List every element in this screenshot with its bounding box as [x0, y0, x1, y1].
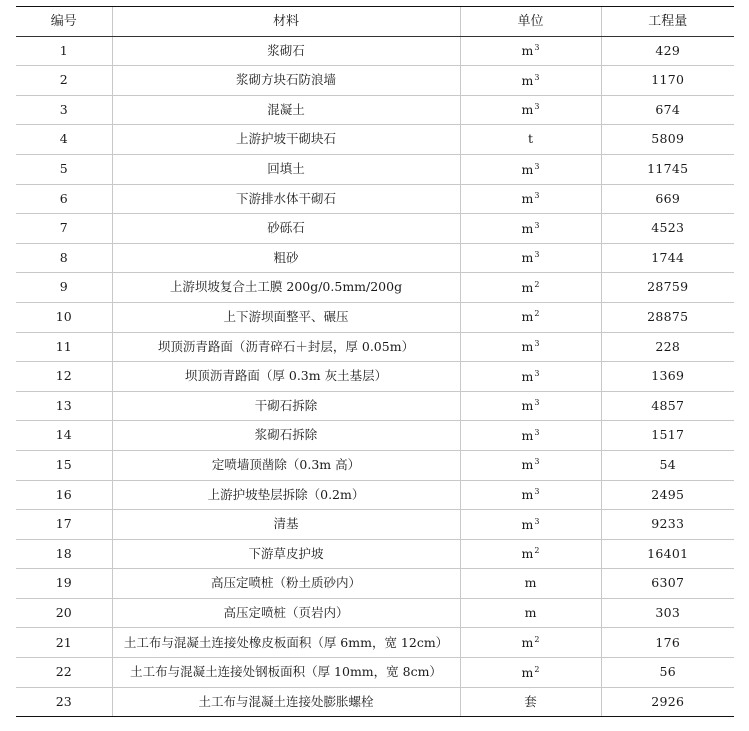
- unit-base: m: [521, 546, 534, 562]
- unit-exponent: 3: [534, 457, 540, 467]
- cell-unit: [460, 569, 601, 599]
- unit-base: m: [521, 664, 534, 680]
- cell-material: 下游排水体干砌石: [112, 184, 460, 214]
- unit-base: m: [521, 191, 534, 207]
- cell-quantity: 28759: [601, 273, 734, 303]
- cell-unit: [460, 95, 601, 125]
- cell-material: 混凝土: [112, 95, 460, 125]
- table-row: [16, 125, 734, 155]
- cell-no: 6: [16, 184, 112, 214]
- cell-unit: [460, 66, 601, 96]
- table-row: [16, 480, 734, 510]
- table-row: [16, 362, 734, 392]
- header-material: 材料: [112, 7, 460, 37]
- cell-quantity: 1517: [601, 421, 734, 451]
- cell-quantity: 4523: [601, 214, 734, 244]
- cell-material: 上游坝坡复合土工膜 200g/0.5mm/200g: [112, 273, 460, 303]
- cell-quantity: 4857: [601, 391, 734, 421]
- table-row: [16, 66, 734, 96]
- table-row: [16, 450, 734, 480]
- cell-no: 14: [16, 421, 112, 451]
- cell-no: 3: [16, 95, 112, 125]
- unit-exponent: 3: [534, 102, 540, 112]
- table-row: [16, 302, 734, 332]
- unit-base: m: [521, 279, 534, 295]
- cell-quantity: 303: [601, 598, 734, 628]
- unit-base: m: [521, 309, 534, 325]
- cell-no: 2: [16, 66, 112, 96]
- cell-unit: [460, 539, 601, 569]
- unit-exponent: 3: [534, 220, 540, 230]
- cell-quantity: 11745: [601, 154, 734, 184]
- unit-exponent: 3: [534, 427, 540, 437]
- cell-unit: [460, 332, 601, 362]
- table-row: [16, 36, 734, 66]
- cell-unit: [460, 510, 601, 540]
- cell-no: 20: [16, 598, 112, 628]
- cell-no: 17: [16, 510, 112, 540]
- header-unit: 单位: [460, 7, 601, 37]
- cell-unit: [460, 598, 601, 628]
- cell-quantity: 2495: [601, 480, 734, 510]
- cell-material: 砂砾石: [112, 214, 460, 244]
- unit-base: 套: [524, 693, 537, 709]
- cell-material: 浆砌石: [112, 36, 460, 66]
- cell-unit: [460, 302, 601, 332]
- cell-no: 4: [16, 125, 112, 155]
- cell-quantity: 16401: [601, 539, 734, 569]
- table-header: [16, 7, 734, 37]
- cell-no: 13: [16, 391, 112, 421]
- cell-material: 浆砌方块石防浪墙: [112, 66, 460, 96]
- table-row: [16, 658, 734, 688]
- cell-material: 清基: [112, 510, 460, 540]
- cell-unit: [460, 391, 601, 421]
- unit-base: m: [521, 43, 534, 59]
- cell-unit: [460, 450, 601, 480]
- table-row: [16, 273, 734, 303]
- cell-no: 19: [16, 569, 112, 599]
- unit-exponent: 2: [534, 546, 540, 556]
- cell-unit: [460, 628, 601, 658]
- cell-no: 21: [16, 628, 112, 658]
- table-row: [16, 214, 734, 244]
- header-row: [16, 7, 734, 37]
- header-no: 编号: [16, 7, 112, 37]
- cell-no: 9: [16, 273, 112, 303]
- table-row: [16, 421, 734, 451]
- table-row: [16, 154, 734, 184]
- cell-no: 7: [16, 214, 112, 244]
- unit-exponent: 3: [534, 368, 540, 378]
- cell-material: 定喷墙顶凿除（0.3m 高）: [112, 450, 460, 480]
- cell-quantity: 9233: [601, 510, 734, 540]
- cell-material: 高压定喷桩（页岩内）: [112, 598, 460, 628]
- cell-no: 23: [16, 687, 112, 717]
- unit-exponent: 3: [534, 487, 540, 497]
- cell-material: 干砌石拆除: [112, 391, 460, 421]
- cell-unit: [460, 36, 601, 66]
- cell-unit: [460, 243, 601, 273]
- cell-material: 粗砂: [112, 243, 460, 273]
- unit-exponent: 3: [534, 339, 540, 349]
- cell-quantity: 674: [601, 95, 734, 125]
- cell-quantity: 5809: [601, 125, 734, 155]
- cell-quantity: 669: [601, 184, 734, 214]
- cell-quantity: 429: [601, 36, 734, 66]
- unit-base: m: [521, 250, 534, 266]
- cell-no: 12: [16, 362, 112, 392]
- table-row: [16, 510, 734, 540]
- unit-base: m: [521, 427, 534, 443]
- cell-quantity: 6307: [601, 569, 734, 599]
- unit-base: m: [521, 635, 534, 651]
- table-row: [16, 598, 734, 628]
- table-row: [16, 539, 734, 569]
- cell-unit: [460, 658, 601, 688]
- header-quantity: 工程量: [601, 7, 734, 37]
- cell-no: 18: [16, 539, 112, 569]
- table-row: [16, 95, 734, 125]
- unit-base: m: [521, 516, 534, 532]
- cell-quantity: 54: [601, 450, 734, 480]
- unit-base: m: [521, 220, 534, 236]
- cell-quantity: 176: [601, 628, 734, 658]
- cell-no: 10: [16, 302, 112, 332]
- table-row: [16, 332, 734, 362]
- unit-exponent: 2: [534, 635, 540, 645]
- unit-base: m: [521, 102, 534, 118]
- table-body: [16, 36, 734, 717]
- cell-material: 土工布与混凝土连接处钢板面积（厚 10mm，宽 8cm）: [112, 658, 460, 688]
- cell-material: 上下游坝面整平、碾压: [112, 302, 460, 332]
- cell-unit: [460, 480, 601, 510]
- table-row: [16, 569, 734, 599]
- cell-quantity: 56: [601, 658, 734, 688]
- unit-exponent: 2: [534, 664, 540, 674]
- cell-quantity: 2926: [601, 687, 734, 717]
- cell-no: 8: [16, 243, 112, 273]
- cell-unit: [460, 154, 601, 184]
- cell-unit: [460, 687, 601, 717]
- table-row: [16, 243, 734, 273]
- cell-material: 土工布与混凝土连接处膨胀螺栓: [112, 687, 460, 717]
- unit-exponent: 3: [534, 250, 540, 260]
- quantity-table-container: [16, 6, 734, 717]
- cell-no: 11: [16, 332, 112, 362]
- cell-no: 1: [16, 36, 112, 66]
- cell-material: 下游草皮护坡: [112, 539, 460, 569]
- cell-no: 15: [16, 450, 112, 480]
- cell-unit: [460, 421, 601, 451]
- unit-base: m: [521, 339, 534, 355]
- cell-quantity: 1369: [601, 362, 734, 392]
- unit-exponent: 2: [534, 279, 540, 289]
- unit-exponent: 3: [534, 72, 540, 82]
- unit-exponent: 3: [534, 516, 540, 526]
- unit-exponent: 2: [534, 309, 540, 319]
- table-row: [16, 391, 734, 421]
- cell-unit: [460, 125, 601, 155]
- unit-exponent: 3: [534, 43, 540, 53]
- cell-unit: [460, 214, 601, 244]
- unit-base: m: [521, 161, 534, 177]
- unit-base: m: [521, 487, 534, 503]
- unit-base: m: [521, 457, 534, 473]
- cell-quantity: 1170: [601, 66, 734, 96]
- cell-no: 22: [16, 658, 112, 688]
- table-row: [16, 184, 734, 214]
- unit-base: m: [521, 368, 534, 384]
- unit-base: m: [521, 398, 534, 414]
- cell-material: 回填土: [112, 154, 460, 184]
- cell-material: 上游护坡垫层拆除（0.2m）: [112, 480, 460, 510]
- cell-quantity: 1744: [601, 243, 734, 273]
- unit-base: m: [524, 575, 537, 591]
- cell-unit: [460, 184, 601, 214]
- cell-material: 上游护坡干砌块石: [112, 125, 460, 155]
- cell-material: 高压定喷桩（粉土质砂内）: [112, 569, 460, 599]
- engineering-quantity-table: [16, 6, 734, 717]
- cell-no: 16: [16, 480, 112, 510]
- cell-unit: [460, 273, 601, 303]
- cell-material: 土工布与混凝土连接处橡皮板面积（厚 6mm，宽 12cm）: [112, 628, 460, 658]
- cell-quantity: 228: [601, 332, 734, 362]
- cell-material: 坝顶沥青路面（沥青碎石＋封层，厚 0.05m）: [112, 332, 460, 362]
- cell-quantity: 28875: [601, 302, 734, 332]
- cell-no: 5: [16, 154, 112, 184]
- cell-unit: [460, 362, 601, 392]
- cell-material: 坝顶沥青路面（厚 0.3m 灰土基层）: [112, 362, 460, 392]
- unit-base: m: [524, 604, 537, 620]
- unit-exponent: 3: [534, 398, 540, 408]
- cell-material: 浆砌石拆除: [112, 421, 460, 451]
- unit-base: m: [521, 72, 534, 88]
- unit-base: t: [527, 131, 534, 147]
- table-row: [16, 687, 734, 717]
- unit-exponent: 3: [534, 191, 540, 201]
- unit-exponent: 3: [534, 161, 540, 171]
- table-row: [16, 628, 734, 658]
